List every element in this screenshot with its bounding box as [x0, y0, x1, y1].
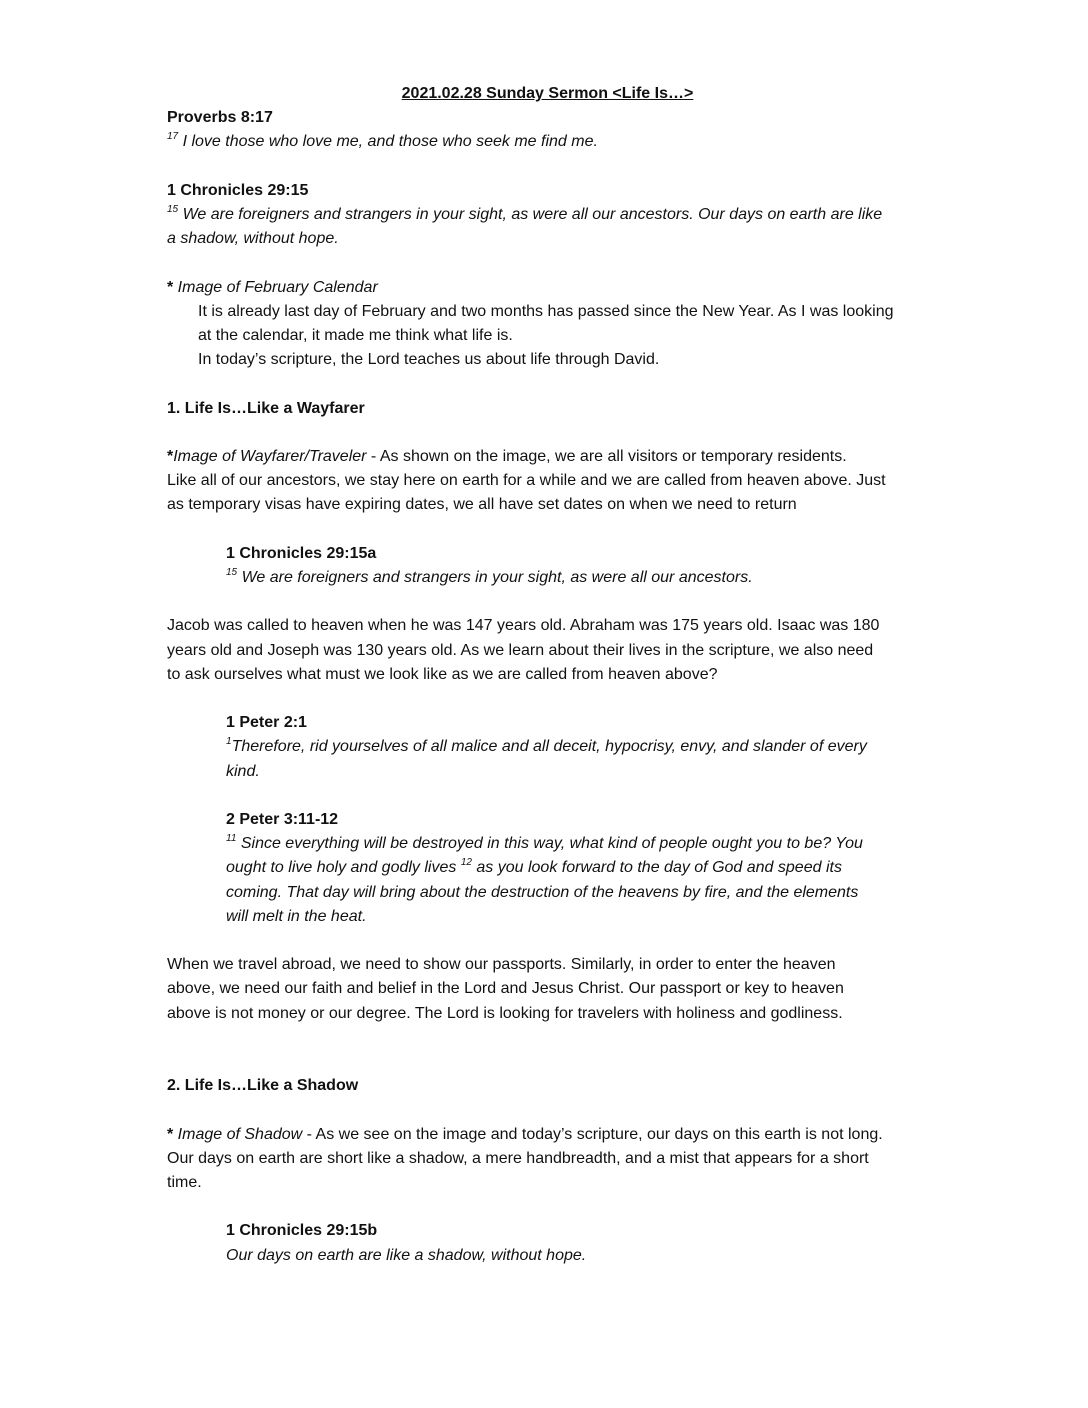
verse-number: 12: [460, 857, 472, 869]
image-label: Image of February Calendar: [177, 278, 378, 296]
scripture-verse-cont: kind.: [226, 762, 260, 780]
scripture-reference: 1 Peter 2:1: [226, 714, 307, 732]
image-label: Image of Wayfarer/Traveler: [173, 447, 367, 465]
paragraph-text: - As we see on the image and today’s scripture, our days on this earth is not long.: [302, 1125, 883, 1143]
verse-text: We are foreigners and strangers in your sight, as were all our ancestors. Our days on earth are like: [178, 206, 883, 223]
paragraph-line: It is already last day of February and two months has passed since the New Year. As I was looking: [198, 302, 894, 320]
verse-text: Since everything will be destroyed in this way, what kind of people ought you to be? You: [236, 835, 863, 853]
scripture-verse: [226, 735, 928, 759]
section-heading: 1. Life Is…Like a Wayfarer: [167, 399, 365, 417]
chronicles-15a-block: [167, 542, 928, 590]
scripture-verse-cont: a shadow, without hope.: [167, 230, 339, 248]
paragraph-line: years old and Joseph was 130 years old. As we learn about their lives in the scripture, we also need: [167, 641, 874, 659]
paragraph-line: at the calendar, it made me think what life is.: [198, 327, 513, 344]
image-label: Image of Shadow: [177, 1125, 303, 1143]
scripture-reference: 2 Peter 3:11-12: [226, 810, 339, 828]
paragraph-line: [167, 1123, 928, 1147]
paragraph-line: above, we need our faith and belief in the Lord and Jesus Christ. Our passport or key to heaven: [167, 980, 844, 998]
verse-text: I love those who love me, and those who seek me find me.: [178, 133, 598, 151]
scripture-verse: [226, 832, 928, 856]
scripture-reference: 1 Chronicles 29:15b: [226, 1222, 378, 1240]
paragraph-line: [167, 445, 928, 469]
verse-number: 11: [226, 832, 237, 844]
scripture-reference: Proverbs 8:17: [167, 109, 273, 127]
verse-number: 1: [226, 736, 232, 748]
paragraph-text: - As shown on the image, we are all visitors or temporary residents.: [366, 447, 847, 465]
chronicles-block: [167, 179, 928, 252]
calendar-block: [167, 276, 928, 373]
peter-1-block: [167, 711, 928, 784]
paragraph-line: time.: [167, 1173, 202, 1191]
verse-number: 15: [167, 203, 179, 215]
scripture-verse-cont: coming. That day will bring about the destruction of the heavens by fire, and the elements: [226, 883, 859, 901]
paragraph-line: to ask ourselves what must we look like as we are called from heaven above?: [167, 665, 718, 683]
scripture-reference: 1 Chronicles 29:15a: [226, 544, 377, 562]
verse-text: Therefore, rid yourselves of all malice and all deceit, hypocrisy, envy, and slander of every: [231, 738, 867, 756]
verse-text: ought to live holy and godly lives: [226, 859, 461, 877]
scripture-verse: [226, 566, 928, 590]
peter-2-block: [167, 808, 928, 929]
proverbs-block: [167, 106, 928, 154]
scripture-verse: [167, 130, 928, 154]
scripture-verse: [167, 203, 928, 227]
passport-paragraph: [167, 953, 928, 1026]
verse-number: 17: [167, 131, 179, 143]
scripture-verse-cont: [226, 856, 928, 880]
paragraph-line: Jacob was called to heaven when he was 147 years old. Abraham was 175 years old. Isaac was 180: [167, 617, 880, 635]
scripture-reference: 1 Chronicles 29:15: [167, 181, 309, 199]
paragraph-line: as temporary visas have expiring dates, we all have set dates on when we need to return: [167, 496, 797, 514]
page-title: 2021.02.28 Sunday Sermon <Life Is…>: [401, 85, 694, 102]
bullet-star: *: [167, 447, 174, 465]
chronicles-15b-block: [167, 1219, 928, 1267]
wayfarer-paragraph: [167, 445, 928, 518]
verse-text: as you look forward to the day of God and speed its: [471, 859, 842, 877]
paragraph-line: In today’s scripture, the Lord teaches us about life through David.: [198, 351, 660, 369]
scripture-verse: Our days on earth are like a shadow, without hope.: [226, 1246, 587, 1264]
paragraph-line: Like all of our ancestors, we stay here on earth for a while and we are called from heaven above. Just: [167, 472, 886, 490]
scripture-verse-cont: will melt in the heat.: [226, 907, 367, 925]
verse-text: We are foreigners and strangers in your sight, as were all our ancestors.: [237, 568, 753, 586]
paragraph-line: When we travel abroad, we need to show our passports. Similarly, in order to enter the heaven: [167, 956, 836, 974]
paragraph-line: above is not money or our degree. The Lord is looking for travelers with holiness and godliness.: [167, 1004, 843, 1022]
verse-number: 15: [226, 566, 238, 578]
shadow-paragraph: [167, 1123, 928, 1196]
ancestors-paragraph: [167, 614, 928, 687]
paragraph-line: Our days on earth are short like a shadow, a mere handbreadth, and a mist that appears for a short: [167, 1149, 869, 1167]
bullet-star: *: [167, 278, 178, 296]
section-heading: 2. Life Is…Like a Shadow: [167, 1077, 359, 1095]
bullet-star: *: [167, 1125, 178, 1143]
image-note: [167, 276, 928, 300]
